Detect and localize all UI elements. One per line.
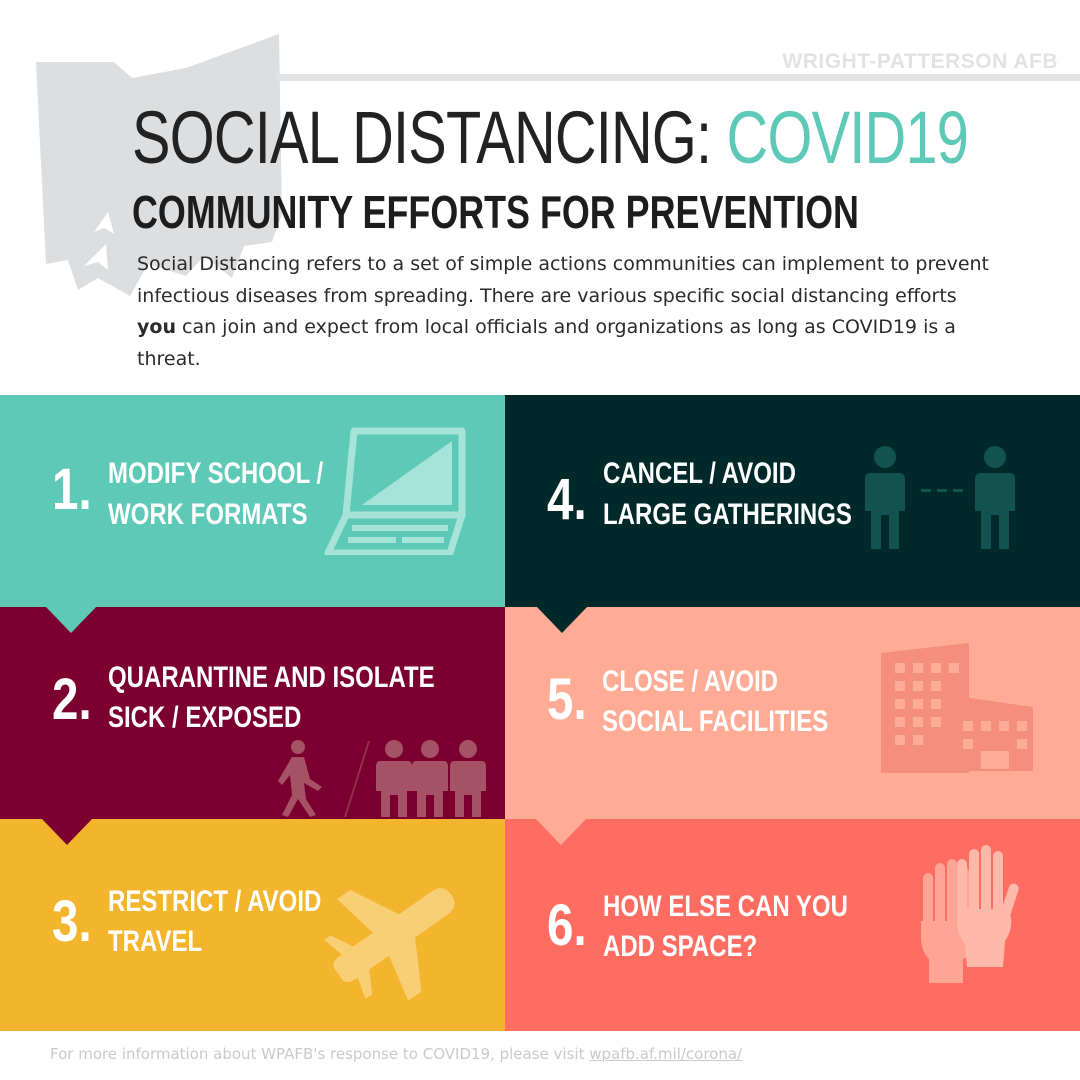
airplane-icon: [324, 869, 464, 1001]
page-subtitle: COMMUNITY EFFORTS FOR PREVENTION: [132, 186, 859, 238]
tile-label-line1: CLOSE / AVOID: [602, 665, 779, 698]
tile-label-line2: LARGE GATHERINGS: [603, 498, 852, 531]
tile-label-line1: RESTRICT / AVOID: [108, 885, 322, 918]
tile-label-line2: SICK / EXPOSED: [108, 701, 302, 734]
notch-pointer: [46, 607, 96, 633]
tile-label-line2: ADD SPACE?: [603, 930, 758, 963]
intro-text-after: can join and expect from local officials and organizations as long as COVID19 is a threat.: [137, 316, 956, 370]
tile-close-facilities: [505, 607, 1080, 819]
org-label: WRIGHT-PATTERSON AFB: [782, 50, 1058, 73]
intro-text-bold: you: [137, 316, 176, 338]
tile-number: 2.: [52, 667, 92, 732]
notch-pointer: [42, 819, 92, 845]
intro-text-before: Social Distancing refers to a set of simple actions communities can implement to prevent infectious diseases from spreading. There are various specific social distancing efforts: [137, 253, 990, 307]
intro-paragraph: [137, 249, 997, 375]
footer-text: For more information about WPAFB's response to COVID19, please visit: [50, 1045, 590, 1063]
tile-label-line2: WORK FORMATS: [108, 498, 308, 531]
footer-note: [50, 1045, 742, 1063]
tile-number: 4.: [547, 467, 587, 532]
tile-cancel-gatherings: [505, 395, 1080, 607]
isolation-people-icon: [276, 735, 492, 819]
tile-number: 1.: [52, 457, 92, 522]
header-rule: [276, 74, 1080, 81]
tile-label-line2: TRAVEL: [108, 925, 203, 958]
distanced-people-icon: [865, 445, 1017, 551]
notch-pointer: [537, 607, 587, 633]
title-main: SOCIAL DISTANCING:: [132, 96, 727, 179]
buildings-icon: [881, 643, 1035, 773]
footer-link[interactable]: wpafb.af.mil/corona/: [589, 1045, 743, 1063]
tile-add-space: [505, 819, 1080, 1031]
tile-label-line2: SOCIAL FACILITIES: [602, 705, 829, 738]
tile-label-line1: HOW ELSE CAN YOU: [603, 890, 848, 923]
tile-restrict-travel: [0, 819, 505, 1031]
tile-label-line1: MODIFY SCHOOL /: [108, 457, 324, 490]
tile-number: 6.: [547, 893, 587, 958]
notch-pointer: [536, 819, 586, 845]
laptop-icon: [322, 425, 470, 555]
tile-modify-school-work: [0, 395, 505, 607]
tile-label-line1: QUARANTINE AND ISOLATE: [108, 661, 435, 694]
tile-label-line1: CANCEL / AVOID: [603, 457, 796, 490]
tile-number: 5.: [547, 667, 587, 732]
tile-quarantine-isolate: [0, 607, 505, 819]
title-accent: COVID19: [726, 96, 969, 179]
raised-hands-icon: [917, 845, 1021, 985]
page-title: [132, 96, 968, 180]
tile-number: 3.: [52, 889, 92, 954]
